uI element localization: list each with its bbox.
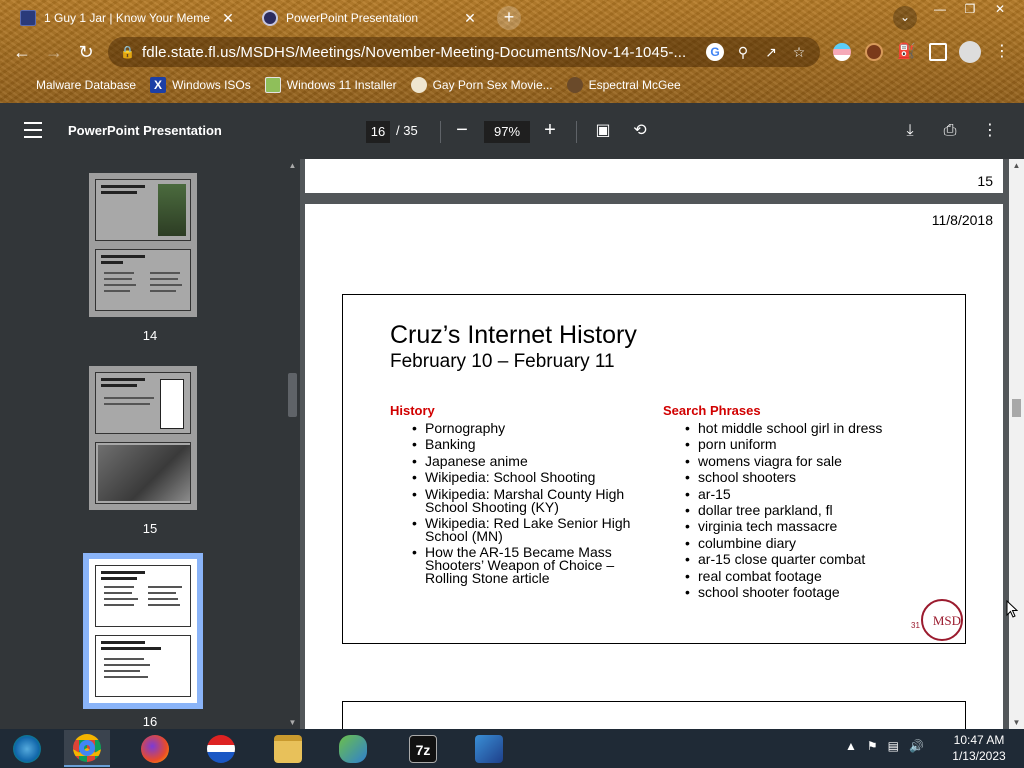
zoom-in-button[interactable]: + bbox=[544, 119, 556, 141]
list-item: • Japanese anime bbox=[412, 455, 650, 468]
browser-toolbar bbox=[0, 34, 1024, 70]
document-title: PowerPoint Presentation bbox=[68, 123, 222, 138]
virus-icon bbox=[14, 77, 30, 93]
search-phrases-column bbox=[663, 403, 923, 602]
logo-text: MSD bbox=[932, 613, 961, 628]
photo-thumbnail bbox=[98, 445, 190, 501]
maximize-button[interactable]: ❐ bbox=[964, 2, 976, 16]
scroll-up-arrow-icon[interactable]: ▲ bbox=[1012, 161, 1021, 170]
lock-icon[interactable]: 🔒 bbox=[120, 45, 135, 59]
scrollbar-thumb[interactable] bbox=[1012, 399, 1021, 417]
minimize-button[interactable]: — bbox=[934, 2, 946, 16]
toolbar-divider bbox=[440, 121, 441, 143]
history-column bbox=[390, 403, 650, 589]
bookmark-star-icon[interactable]: ☆ bbox=[792, 43, 806, 60]
tab-search-button[interactable]: ⌄ bbox=[893, 6, 917, 30]
folder-icon bbox=[274, 735, 302, 763]
list-item: • Pornography bbox=[412, 422, 650, 435]
tab-strip bbox=[0, 0, 1024, 34]
know-your-meme-favicon-icon bbox=[20, 10, 36, 26]
list-item: • school shooter footage bbox=[685, 586, 923, 599]
page-thumbnail-16[interactable] bbox=[89, 559, 197, 703]
slide-subtitle: February 10 – February 11 bbox=[390, 351, 615, 372]
list-item: • Wikipedia: School Shooting bbox=[412, 471, 650, 484]
search-phrases-list bbox=[663, 422, 923, 599]
taskbar-file-explorer[interactable] bbox=[265, 730, 311, 767]
tab-title: 1 Guy 1 Jar | Know Your Meme bbox=[44, 11, 210, 25]
text-box-thumbnail bbox=[160, 379, 184, 429]
taskbar-firefox[interactable] bbox=[132, 730, 178, 767]
extensions-puzzle-icon[interactable]: ⛽ bbox=[897, 43, 916, 60]
list-item: • porn uniform bbox=[685, 438, 923, 451]
taskbar-app-2[interactable] bbox=[466, 730, 512, 767]
msd-logo bbox=[911, 599, 963, 641]
side-panel-icon[interactable] bbox=[929, 43, 947, 61]
mouse-cursor-icon bbox=[1006, 600, 1018, 618]
sidebar-menu-icon[interactable] bbox=[24, 122, 42, 138]
scroll-down-arrow-icon[interactable]: ▼ bbox=[288, 718, 297, 727]
bookmark-label: Windows 11 Installer bbox=[286, 78, 397, 92]
page-thumbnail-15[interactable] bbox=[89, 366, 197, 510]
site-icon bbox=[411, 77, 427, 93]
thumbnail-sidebar bbox=[0, 159, 300, 729]
warning-shield-icon bbox=[475, 735, 503, 763]
network-status-icon[interactable]: ▤ bbox=[887, 739, 899, 753]
zoom-magnifier-icon[interactable]: ⚲ bbox=[737, 43, 749, 60]
toolbar-divider bbox=[576, 121, 577, 143]
tab-title: PowerPoint Presentation bbox=[286, 11, 419, 25]
bookmark-label: Espectral McGee bbox=[588, 78, 681, 92]
taskbar-app[interactable] bbox=[198, 730, 244, 767]
bookmark-site[interactable] bbox=[411, 77, 553, 93]
browser-chrome bbox=[0, 0, 1024, 103]
close-window-button[interactable]: ✕ bbox=[994, 2, 1006, 16]
list-item: • How the AR-15 Became Mass Shooters’ Weapon of Choice – Rolling Stone article bbox=[412, 546, 650, 585]
pdf-page-17 bbox=[305, 701, 1003, 729]
network-icon bbox=[339, 735, 367, 763]
bookmark-espectral-mcgee[interactable] bbox=[567, 77, 681, 93]
list-item: • Wikipedia: Red Lake Senior High School (MN) bbox=[412, 517, 650, 543]
flag-icon[interactable]: ⚑ bbox=[866, 739, 878, 753]
slide bbox=[342, 294, 966, 644]
show-hidden-icons-icon[interactable]: ▲ bbox=[845, 739, 857, 753]
thumbnail-slide bbox=[95, 635, 191, 697]
extension-avatar-icon[interactable] bbox=[865, 43, 883, 61]
volume-icon[interactable]: 🔊 bbox=[909, 739, 924, 753]
avatar-icon bbox=[567, 77, 583, 93]
page-total: / 35 bbox=[396, 123, 418, 138]
image-icon bbox=[265, 77, 281, 93]
list-item: • columbine diary bbox=[685, 537, 923, 550]
taskbar-network[interactable] bbox=[330, 730, 376, 767]
list-item: • ar-15 bbox=[685, 488, 923, 501]
firefox-icon bbox=[141, 735, 169, 763]
x-logo-icon: X bbox=[150, 77, 166, 93]
forward-arrow-icon[interactable]: → bbox=[45, 42, 63, 62]
download-icon[interactable]: ⤓ bbox=[906, 122, 914, 139]
rotate-icon[interactable]: ⟲ bbox=[633, 122, 647, 139]
zoom-out-button[interactable]: − bbox=[456, 119, 468, 141]
document-viewport[interactable] bbox=[300, 159, 1009, 729]
list-item: • Wikipedia: Marshal County High School Shooting (KY) bbox=[412, 488, 650, 514]
list-item: • hot middle school girl in dress bbox=[685, 422, 923, 435]
list-item: • womens viagra for sale bbox=[685, 455, 923, 468]
thumbnail-slide bbox=[95, 179, 191, 241]
thumbnail-slide bbox=[95, 442, 191, 504]
pdf-toolbar bbox=[0, 103, 1024, 159]
tab-powerpoint-presentation[interactable] bbox=[252, 4, 488, 32]
address-bar[interactable] bbox=[108, 37, 820, 67]
pdf-favicon-icon bbox=[262, 10, 278, 26]
bookmarks-bar bbox=[0, 70, 1024, 100]
close-tab-icon[interactable]: ✕ bbox=[464, 9, 476, 26]
list-item: • real combat footage bbox=[685, 570, 923, 583]
list-item: • ar-15 close quarter combat bbox=[685, 553, 923, 566]
reload-icon[interactable]: ↻ bbox=[78, 42, 94, 62]
bookmark-label: Malware Database bbox=[36, 78, 137, 92]
tab-know-your-meme[interactable] bbox=[10, 4, 246, 32]
start-orb-icon bbox=[13, 735, 41, 763]
bookmark-windows-isos[interactable] bbox=[150, 77, 251, 93]
slide-number: 31 bbox=[911, 621, 920, 630]
clock-time: 10:47 AM bbox=[953, 733, 1005, 747]
taskbar-clock[interactable] bbox=[944, 732, 1014, 764]
bookmark-malware-database[interactable] bbox=[14, 77, 136, 93]
google-lens-icon[interactable]: G bbox=[706, 43, 724, 61]
sidebar-scrollbar[interactable] bbox=[285, 159, 300, 729]
scroll-up-arrow-icon[interactable]: ▲ bbox=[288, 161, 297, 170]
pdf-page-16 bbox=[305, 204, 1003, 729]
windows-taskbar bbox=[0, 729, 1024, 768]
list-item: • dollar tree parkland, fl bbox=[685, 504, 923, 517]
close-tab-icon[interactable]: ✕ bbox=[222, 9, 234, 26]
thumbnail-label: 16 bbox=[142, 714, 158, 729]
back-arrow-icon[interactable]: ← bbox=[13, 42, 31, 62]
list-item: • school shooters bbox=[685, 471, 923, 484]
history-heading: History bbox=[390, 403, 435, 418]
chrome-icon bbox=[73, 734, 101, 762]
scrollbar-thumb[interactable] bbox=[288, 373, 297, 417]
document-scrollbar[interactable] bbox=[1009, 159, 1024, 729]
new-tab-button[interactable]: + bbox=[497, 6, 521, 30]
share-icon[interactable]: ↗ bbox=[765, 43, 777, 60]
extension-flag-icon[interactable] bbox=[833, 43, 851, 61]
app-logo-icon bbox=[207, 735, 235, 763]
bookmark-windows-11-installer[interactable] bbox=[265, 77, 397, 93]
page-date: 11/8/2018 bbox=[931, 212, 993, 228]
list-item: • Banking bbox=[412, 438, 650, 451]
taskbar-chrome[interactable] bbox=[64, 730, 110, 767]
more-options-icon[interactable]: ⋮ bbox=[982, 122, 998, 139]
7zip-icon: 7z bbox=[409, 735, 437, 763]
history-list bbox=[390, 422, 650, 585]
start-button[interactable] bbox=[4, 730, 50, 767]
url-text[interactable]: fdle.state.fl.us/MSDHS/Meetings/November-Meeting-Documents/Nov-14-1045-... bbox=[142, 43, 687, 61]
pdf-page-15 bbox=[305, 159, 1003, 193]
thumbnail-slide bbox=[95, 249, 191, 311]
scroll-down-arrow-icon[interactable]: ▼ bbox=[1012, 718, 1021, 727]
thumbnail-slide bbox=[95, 565, 191, 627]
page-number-input[interactable]: 16 bbox=[366, 121, 390, 143]
slide bbox=[342, 701, 966, 729]
print-icon[interactable]: ⎙ bbox=[943, 122, 957, 139]
page-number-label: 15 bbox=[977, 173, 993, 189]
zoom-level-input[interactable]: 97% bbox=[484, 121, 530, 143]
taskbar-7zip[interactable] bbox=[400, 730, 446, 767]
bookmark-label: Gay Porn Sex Movie... bbox=[432, 78, 553, 92]
search-phrases-heading: Search Phrases bbox=[663, 403, 761, 418]
slide-title: Cruz’s Internet History bbox=[390, 321, 637, 349]
clock-date: 1/13/2023 bbox=[952, 749, 1006, 763]
photo-thumbnail bbox=[158, 184, 186, 236]
thumbnail-label: 14 bbox=[142, 328, 158, 343]
bookmark-label: Windows ISOs bbox=[172, 78, 251, 92]
browser-menu-icon[interactable]: ⋮ bbox=[994, 43, 1010, 60]
profile-avatar-icon[interactable] bbox=[959, 41, 981, 63]
system-tray bbox=[845, 739, 924, 753]
thumbnail-label: 15 bbox=[142, 521, 158, 536]
fit-to-page-icon[interactable]: ▣ bbox=[595, 122, 611, 139]
thumbnail-slide bbox=[95, 372, 191, 434]
page-thumbnail-14[interactable] bbox=[89, 173, 197, 317]
list-item: • virginia tech massacre bbox=[685, 520, 923, 533]
